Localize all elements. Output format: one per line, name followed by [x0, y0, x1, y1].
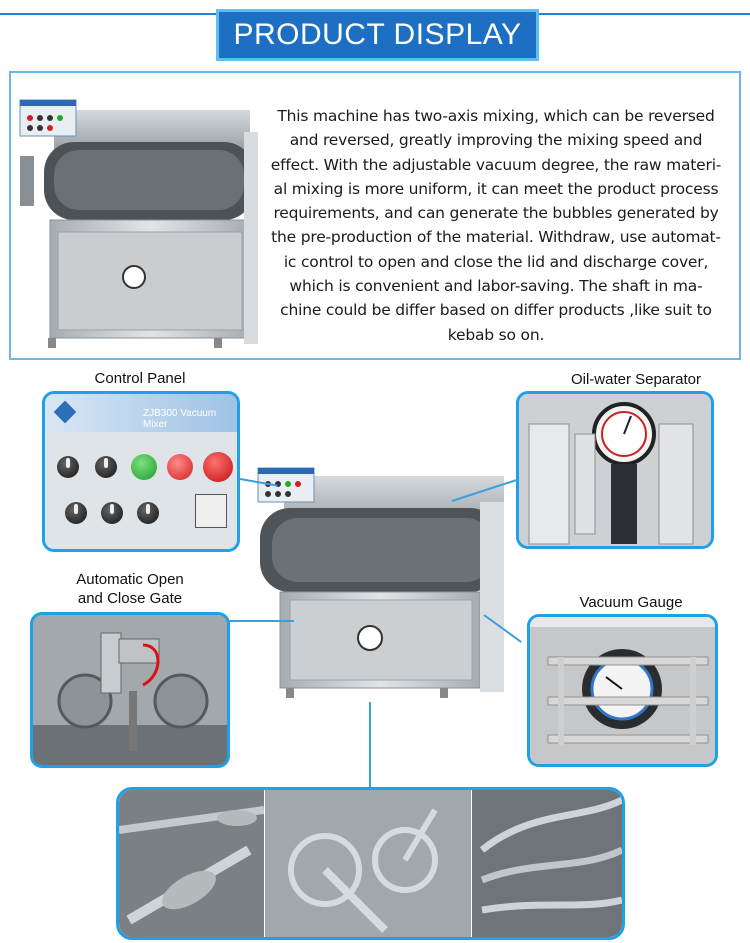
- shaft-photo-1: [119, 790, 264, 940]
- selector-knob-icon: [95, 456, 117, 478]
- shaft-photo-3: [472, 790, 625, 940]
- intro-text: [267, 104, 725, 347]
- intro-line: ic control to open and close the lid and discharge cover,: [283, 252, 709, 271]
- connector-line: [369, 702, 371, 788]
- label-vacuum-gauge: Vacuum Gauge: [579, 594, 683, 611]
- control-panel-photo: [42, 391, 240, 552]
- selector-knob-icon: [65, 502, 87, 524]
- gauge-illustration: [530, 617, 718, 767]
- center-machine-image: [244, 462, 508, 702]
- separator-illustration: [519, 394, 714, 549]
- page-title: PRODUCT DISPLAY: [233, 18, 522, 51]
- intro-line: al mixing is more uniform, it can meet the product process: [273, 179, 719, 198]
- panel-model-text: ZJB300 Vacuum Mixer: [143, 408, 217, 430]
- intro-machine-image: [14, 92, 260, 354]
- intro-line: requirements, and can generate the bubbles generated by: [273, 204, 719, 223]
- oil-water-separator-photo: [516, 391, 714, 549]
- gate-illustration: [33, 615, 230, 768]
- timer-display-icon: [195, 494, 227, 528]
- connector-line: [228, 620, 294, 622]
- auto-gate-photo: [30, 612, 230, 768]
- vacuum-gauge-photo: [527, 614, 718, 767]
- start-button-icon: [131, 454, 157, 480]
- intro-line: the pre-production of the material. Withdraw, use automat-: [271, 228, 721, 247]
- page-title-banner: [216, 9, 539, 61]
- label-auto-gate-2: and Close Gate: [77, 590, 183, 607]
- intro-line: chine could be differ based on differ products ,like suit to: [280, 301, 712, 320]
- label-control-panel: Control Panel: [94, 370, 186, 387]
- intro-line: which is convenient and labor-saving. The shaft in ma-: [289, 277, 703, 296]
- label-oil-water-separator: Oil-water Separator: [570, 371, 702, 388]
- shaft-photo-2: [265, 790, 471, 940]
- intro-line: kebab so on.: [447, 325, 545, 344]
- intro-line: This machine has two-axis mixing, which can be reversed: [277, 107, 715, 125]
- intro-line: and reversed, greatly improving the mixing speed and: [289, 131, 703, 150]
- selector-knob-icon: [137, 502, 159, 524]
- selector-knob-icon: [57, 456, 79, 478]
- intro-line: effect. With the adjustable vacuum degree, the raw materi-: [270, 155, 722, 174]
- emergency-stop-icon: [203, 452, 233, 482]
- stop-button-icon: [167, 454, 193, 480]
- label-auto-gate-1: Automatic Open: [76, 571, 184, 588]
- mixing-shaft-photos: [116, 787, 625, 940]
- selector-knob-icon: [101, 502, 123, 524]
